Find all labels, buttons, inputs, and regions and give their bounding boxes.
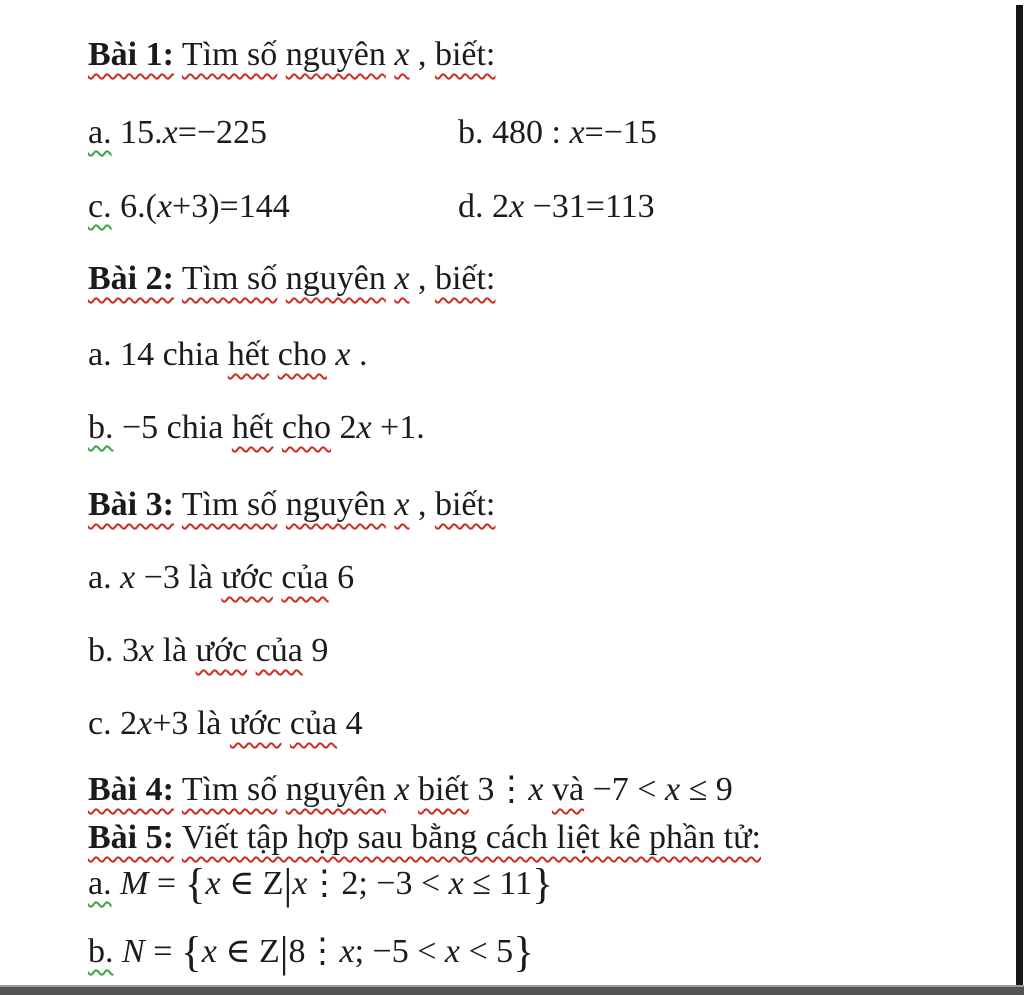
- exercise-1-item-b: [458, 112, 657, 155]
- text-segment: x: [156, 188, 173, 225]
- text-segment: biết:: [434, 36, 496, 73]
- exercise-2-item-b: [88, 407, 425, 450]
- text-segment: x: [569, 114, 585, 151]
- text-segment: [114, 933, 123, 970]
- text-segment: x: [448, 865, 464, 902]
- text-segment: [112, 559, 121, 596]
- text-segment: x: [394, 486, 410, 523]
- text-segment: |: [283, 859, 293, 908]
- text-segment: x: [394, 260, 410, 297]
- text-segment: ⋮2; −3 <: [307, 865, 449, 902]
- text-segment: x: [201, 933, 217, 970]
- exercise-5-item-a: [88, 859, 554, 908]
- text-segment: b.: [88, 409, 114, 446]
- text-segment: a.: [88, 114, 112, 151]
- text-segment: [112, 865, 121, 902]
- text-segment: x: [139, 632, 155, 669]
- text-segment: =: [148, 865, 185, 902]
- text-segment: của: [289, 705, 338, 742]
- scan-border-bottom: [0, 985, 1024, 995]
- text-segment: {: [180, 927, 202, 976]
- exercise-1-item-c: [88, 186, 290, 229]
- text-segment: x: [339, 933, 355, 970]
- exercise-3-item-a: [88, 557, 354, 600]
- text-segment: [174, 819, 182, 856]
- text-segment: nguyên: [285, 260, 386, 297]
- exercise-4-title: [88, 769, 733, 812]
- text-segment: a.: [88, 336, 112, 373]
- text-segment: 480 :: [483, 114, 570, 151]
- text-segment: 8⋮: [288, 933, 340, 970]
- text-segment: ∈ Z: [216, 933, 280, 970]
- text-segment: x: [292, 865, 308, 902]
- text-segment: cho: [281, 409, 331, 446]
- text-segment: biết: [417, 771, 469, 808]
- text-segment: N: [122, 933, 145, 970]
- text-segment: [277, 36, 286, 73]
- text-segment: .: [350, 336, 368, 373]
- text-segment: [277, 486, 286, 523]
- text-segment: [247, 632, 256, 669]
- exercise-1-row-cd: [88, 186, 655, 229]
- text-segment: x: [335, 336, 351, 373]
- text-segment: biết:: [434, 486, 496, 523]
- text-segment: [273, 409, 282, 446]
- text-segment: c.: [88, 188, 112, 225]
- text-segment: }: [532, 859, 554, 908]
- exercise-1-title: [88, 34, 495, 77]
- text-segment: =: [144, 933, 181, 970]
- text-segment: Bài 5:: [88, 819, 174, 856]
- text-segment: [269, 336, 278, 373]
- exercise-3-item-c: [88, 703, 363, 746]
- text-segment: là: [154, 632, 196, 669]
- text-segment: 3⋮: [468, 771, 529, 808]
- text-segment: =−15: [584, 114, 657, 151]
- text-segment: x: [394, 771, 410, 808]
- text-segment: nguyên: [285, 771, 386, 808]
- text-segment: 9: [302, 632, 329, 669]
- text-segment: a.: [88, 865, 112, 902]
- exercise-1-item-a: [88, 112, 267, 155]
- text-segment: hết: [227, 336, 270, 373]
- text-segment: ,: [409, 486, 435, 523]
- text-segment: 6: [328, 559, 355, 596]
- text-segment: c.: [88, 705, 112, 742]
- text-segment: [281, 705, 290, 742]
- text-segment: Bài 3:: [88, 486, 174, 523]
- text-segment: x: [356, 409, 372, 446]
- text-segment: ≤ 9: [680, 771, 733, 808]
- text-segment: {: [184, 859, 206, 908]
- text-segment: Viết tập hợp sau bằng cách liệt kê phần tử:: [181, 819, 761, 856]
- text-segment: [174, 36, 182, 73]
- text-segment: hết: [231, 409, 274, 446]
- text-segment: a.: [88, 559, 112, 596]
- text-segment: d.: [458, 188, 484, 225]
- text-segment: x: [137, 705, 153, 742]
- exercise-5-item-b: [88, 927, 535, 976]
- text-segment: −7 <: [584, 771, 665, 808]
- exercise-2-title: [88, 258, 495, 301]
- exercise-3-title: [88, 484, 495, 527]
- text-segment: ,: [409, 260, 435, 297]
- text-segment: b.: [88, 632, 114, 669]
- text-segment: x: [444, 933, 460, 970]
- text-segment: b.: [88, 933, 114, 970]
- text-segment: ước: [195, 632, 248, 669]
- text-segment: nguyên: [285, 36, 386, 73]
- scan-border-right: [1016, 5, 1023, 986]
- text-segment: [277, 771, 286, 808]
- text-segment: ước: [221, 559, 273, 596]
- text-segment: ≤ 11: [463, 865, 533, 902]
- exercise-5-title: [88, 817, 761, 860]
- exercise-1-row-ab: [88, 112, 657, 155]
- text-segment: 2: [330, 409, 357, 446]
- text-segment: x: [528, 771, 544, 808]
- text-segment: [174, 486, 182, 523]
- text-segment: x: [162, 114, 178, 151]
- text-segment: của: [281, 559, 329, 596]
- text-segment: Bài 1:: [88, 36, 174, 73]
- text-segment: Tìm số: [181, 260, 278, 297]
- text-segment: ∈ Z: [220, 865, 284, 902]
- text-segment: và: [552, 771, 585, 808]
- text-segment: Tìm số: [181, 486, 278, 523]
- text-segment: M: [120, 865, 149, 902]
- exercise-1-item-d: [458, 186, 655, 229]
- text-segment: biết:: [434, 260, 496, 297]
- text-segment: ước: [229, 705, 282, 742]
- text-segment: |: [279, 927, 289, 976]
- text-segment: =−225: [177, 114, 268, 151]
- text-segment: x: [394, 36, 410, 73]
- text-segment: [174, 771, 182, 808]
- text-segment: 6.(: [111, 188, 157, 225]
- text-segment: +3)=144: [172, 188, 290, 225]
- text-segment: }: [513, 927, 535, 976]
- text-segment: [544, 771, 553, 808]
- text-segment: 4: [337, 705, 363, 742]
- text-segment: của: [255, 632, 303, 669]
- text-segment: +1.: [371, 409, 425, 446]
- text-segment: cho: [277, 336, 327, 373]
- text-segment: < 5: [460, 933, 514, 970]
- text-segment: b.: [458, 114, 484, 151]
- text-segment: x: [120, 559, 136, 596]
- exercise-2-item-a: [88, 334, 367, 377]
- text-segment: [174, 260, 182, 297]
- text-segment: 14 chia: [111, 336, 228, 373]
- text-segment: 2: [111, 705, 138, 742]
- text-segment: x: [664, 771, 681, 808]
- text-segment: x: [205, 865, 221, 902]
- text-segment: Bài 4:: [88, 771, 174, 808]
- text-segment: −5 chia: [113, 409, 232, 446]
- text-segment: Tìm số: [181, 771, 278, 808]
- text-segment: Bài 2:: [88, 260, 174, 297]
- text-segment: ,: [409, 36, 435, 73]
- text-segment: 3: [113, 632, 139, 669]
- text-segment: Tìm số: [181, 36, 278, 73]
- text-segment: +3 là: [152, 705, 230, 742]
- text-segment: ; −5 <: [354, 933, 445, 970]
- text-segment: 2: [483, 188, 509, 225]
- text-segment: nguyên: [285, 486, 386, 523]
- text-segment: x: [509, 188, 525, 225]
- text-segment: [409, 771, 418, 808]
- text-segment: −31=113: [524, 188, 655, 225]
- text-segment: −3 là: [135, 559, 222, 596]
- exercise-3-item-b: [88, 630, 328, 673]
- text-segment: 15.: [111, 114, 163, 151]
- text-segment: [277, 260, 286, 297]
